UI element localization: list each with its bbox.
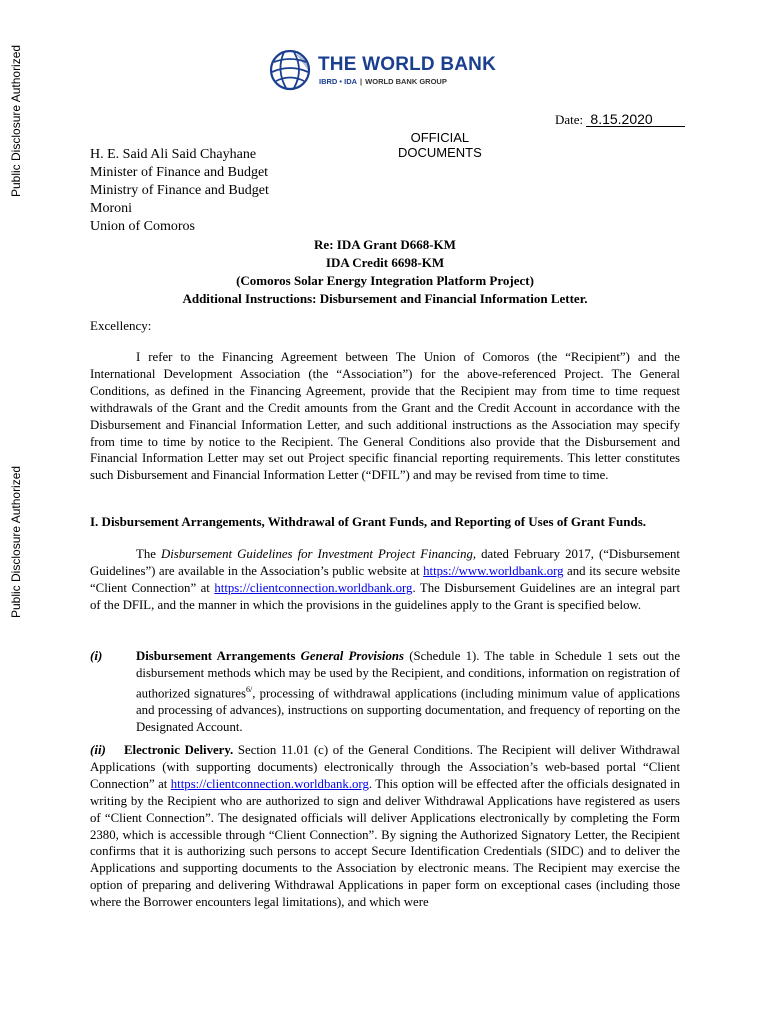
item1-text-a: (Schedule 1). The table in Schedule 1 sets out the disbursement methods which may be used by the Recipient, and conditions, information on registration of authorized signatures xyxy=(136,649,681,701)
official-line-1: OFFICIAL xyxy=(410,130,470,145)
official-line-2: DOCUMENTS xyxy=(398,145,482,160)
guidelines-title: Disbursement Guidelines for Investment Project Financing, xyxy=(160,547,477,561)
address-line: Ministry of Finance and Budget xyxy=(90,183,269,198)
section-heading: I. Disbursement Arrangements, Withdrawal of Grant Funds, and Reporting of Uses of Grant Funds. xyxy=(90,514,647,529)
item1-text-b: , processing of withdrawal applications (including minimum value of applications and processing of advances), instructions on supporting documentation, and frequency of reporting on the Designated Account. xyxy=(136,686,680,734)
item2-title: Electronic Delivery. xyxy=(124,743,234,757)
subject-line: Additional Instructions: Disbursement and Financial Information Letter. xyxy=(182,291,588,306)
official-documents-stamp xyxy=(398,130,482,160)
clientconnection-link-2[interactable]: https://clientconnection.worldbank.org xyxy=(170,776,369,791)
guidelines-paragraph xyxy=(90,546,680,614)
item-number-i: (i) xyxy=(90,648,103,663)
disclosure-label-top: Public Disclosure Authorized xyxy=(9,44,23,197)
logo-sub-separator: | xyxy=(360,77,363,86)
para2-text-a: The xyxy=(136,547,161,561)
subject-line: (Comoros Solar Energy Integration Platform Project) xyxy=(236,273,534,288)
intro-text: I refer to the Financing Agreement between The Union of Comoros (the “Recipient”) and the International Development Association (the “Association”) for the above-referenced Project. The General Conditions, as defined in the Financing Agreement, provide that the Recipient may from time to time request withdrawals of the Grant and the Credit amounts from the Grant and the Credit Account in accordance with the Disbursement and Financial Information Letter, and such additional instructions as the Association may specify from time to time by notice to the Recipient. The General Conditions also provide that the Disbursement and Financial Information Letter may set out Project specific financial reporting requirements. This letter constitutes such Disbursement and Financial Information Letter (“DFIL”) and may be revised from time to time. xyxy=(90,350,680,483)
date-value: 8.15.2020 xyxy=(586,112,685,127)
subject-block xyxy=(90,236,680,308)
para2-text-b: dated February 2017, (“Disbursement Guidelines”) are available in the Association’s public website at xyxy=(90,547,680,578)
clientconnection-link[interactable]: https://clientconnection.worldbank.org xyxy=(214,580,413,595)
date-label: Date: xyxy=(555,112,584,127)
para2-text-c: and its secure website “Client Connection” at xyxy=(90,563,680,595)
item-number-ii: (ii) xyxy=(90,742,106,757)
date-line xyxy=(555,112,685,128)
address-line: H. E. Said Ali Said Chayhane xyxy=(90,147,257,162)
address-line: Moroni xyxy=(90,201,132,216)
logo-sub-right: WORLD BANK GROUP xyxy=(365,77,447,86)
worldbank-link[interactable]: https://www.worldbank.org xyxy=(423,563,564,578)
logo-title: THE WORLD BANK xyxy=(318,54,497,75)
subject-line: IDA Credit 6698-KM xyxy=(325,255,445,270)
disclosure-label-bottom: Public Disclosure Authorized xyxy=(9,465,23,618)
item1-title: Disbursement Arrangements xyxy=(136,649,301,663)
item1-title-italic: General Provisions xyxy=(300,649,404,663)
item-electronic-delivery xyxy=(90,742,680,911)
item2-text-a: Section 11.01 (c) of the General Conditions. The Recipient will deliver Withdrawal Applications (with supporting documents) electronically through the Association’s web-based portal “Client Connection” at xyxy=(90,743,680,791)
address-line: Union of Comoros xyxy=(90,219,195,234)
item-disbursement-arrangements xyxy=(136,648,680,736)
para2-text-d: . The Disbursement Guidelines are an integral part of the DFIL, and the manner in which the provisions in the guidelines apply to the Grant is specified below. xyxy=(90,580,680,612)
globe-icon xyxy=(268,48,312,92)
salutation: Excellency: xyxy=(90,318,152,333)
address-line: Minister of Finance and Budget xyxy=(90,165,269,180)
logo-sub-left: IBRD • IDA xyxy=(319,77,358,86)
world-bank-logo xyxy=(268,46,508,96)
recipient-address xyxy=(90,146,269,236)
logo-subtitle xyxy=(319,77,447,86)
footnote-marker: 6/ xyxy=(246,684,253,694)
intro-paragraph xyxy=(90,349,680,484)
item2-text-b: . This option will be effected after the officials designated in writing by the Recipient who are authorized to sign and deliver Withdrawal Applications have registered as users of “Client Connection”. The designated officials will deliver Applications electronically by completing the Form 2380, which is accessible through “Client Connection”. By signing the Authorized Signatory Letter, the Recipient confirms that it is authorizing such persons to accept Secure Identification Credentials (SIDC) and to deliver the Applications and supporting documents to the Association by electronic means. The Recipient may exercise the option of preparing and delivering Withdrawal Applications in paper form on exceptional cases (including those where the Borrower encounters legal limitations), and which were xyxy=(90,776,681,910)
subject-line: Re: IDA Grant D668-KM xyxy=(314,237,456,252)
